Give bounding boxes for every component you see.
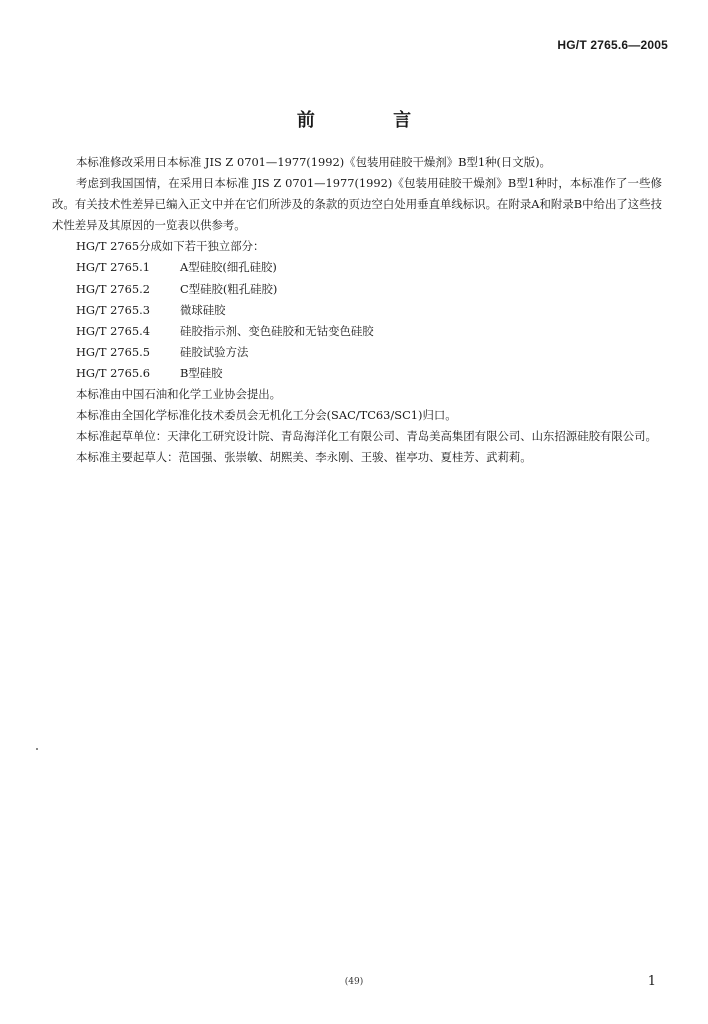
part-name: 硅胶指示剂、变色硅胶和无钴变色硅胶: [180, 323, 374, 338]
paragraph-adoption: 本标准修改采用日本标准 JIS Z 0701—1977(1992)《包装用硅胶干燥剂》B型1种(日文版)。: [76, 155, 551, 169]
part-code: HG/T 2765.3: [76, 302, 150, 317]
part-name: A型硅胶(细孔硅胶): [180, 260, 277, 275]
part-code: HG/T 2765.4: [76, 323, 150, 338]
list-item: [52, 321, 662, 342]
part-code: HG/T 2765.2: [76, 281, 150, 296]
part-code: HG/T 2765.6: [76, 365, 150, 380]
part-name: B型硅胶: [180, 365, 223, 380]
part-name: 微球硅胶: [180, 302, 226, 317]
list-item: [52, 342, 662, 363]
paragraph-centralized: 本标准由全国化学标准化技术委员会无机化工分会(SAC/TC63/SC1)归口。: [76, 408, 457, 423]
list-item: [52, 300, 662, 321]
paragraph-proposer: 本标准由中国石油和化学工业协会提出。: [76, 387, 282, 402]
standard-number: HG/T 2765.6—2005: [557, 38, 668, 52]
part-name: 硅胶试验方法: [180, 344, 249, 359]
paragraph-drafting-units: 本标准起草单位：天津化工研究设计院、青岛海洋化工有限公司、青岛美高集团有限公司、山东招源硅胶有限公司。: [76, 429, 657, 444]
foreword-body: [52, 152, 662, 468]
footer-code: (49): [344, 977, 364, 987]
list-item: [52, 257, 662, 278]
page-number: 1: [647, 974, 656, 989]
list-item: [52, 363, 662, 384]
paragraph-drafters: 本标准主要起草人：范国强、张崇敏、胡熙美、李永刚、王骏、崔亭功、夏桂芳、武莉莉。: [76, 450, 532, 465]
parts-list: [52, 257, 662, 384]
paragraph-parts-intro: HG/T 2765分成如下若干独立部分：: [76, 239, 265, 254]
list-item: [52, 279, 662, 300]
paragraph-modifications: 考虑到我国国情，在采用日本标准 JIS Z 0701—1977(1992)《包装用硅胶干燥剂》B型1种时，本标准作了一些修改。有关技术性差异已编入正文中并在它们所涉及的条款的页边空白处用垂直单线标识。在附录A和附录B中给出了这些技术性差异及其原因的一览表以供参考。: [52, 176, 662, 233]
part-code: HG/T 2765.5: [76, 344, 150, 359]
page-title: 前 言: [296, 110, 448, 131]
scan-speck: [36, 748, 38, 750]
part-code: HG/T 2765.1: [76, 260, 150, 275]
part-name: C型硅胶(粗孔硅胶): [180, 281, 278, 296]
